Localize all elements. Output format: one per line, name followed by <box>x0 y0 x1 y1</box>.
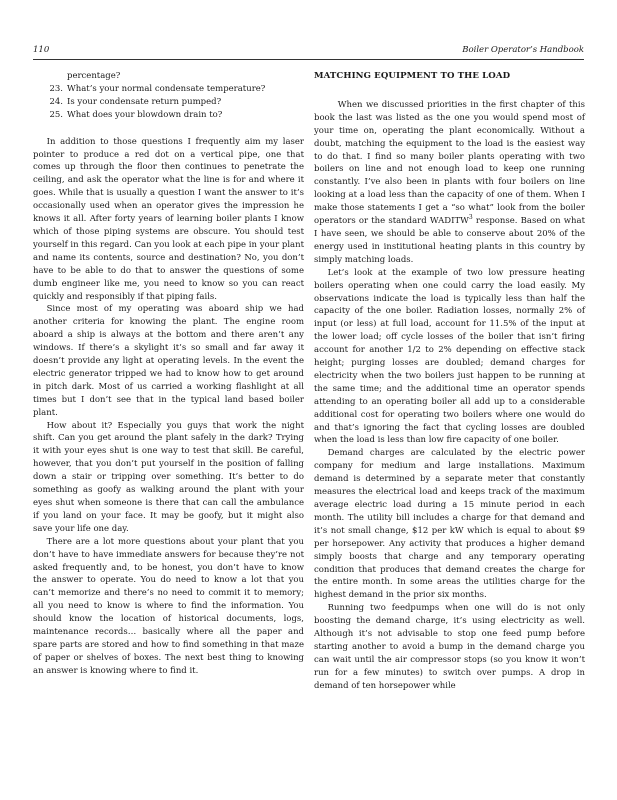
right-column <box>314 70 585 693</box>
running-title: Boiler Operator’s Handbook <box>462 45 584 55</box>
body-paragraph: Let’s look at the example of two low pressure heating boilers operating when one could carry the load easily. My observations indicate the load is typically less than half the capacity of the one boiler. Radiation losses, normally 2% of input (or less) at full load, account for 11.5% of the input at the lower load; off cycle losses of the boiler that isn’t firing account for another 1/2 to 2% depending on effective stack height; purging losses are doubled; demand charges for electricity when the two boilers just happen to be running at the same time; and the additional time an operator spends attending to an operating boiler all add up to a considerable additional cost for operating two boilers where one would do and that’s ignoring the fact that cycling losses are doubled when the load is less than low fire capacity of one boiler. <box>314 267 585 446</box>
list-text: What does your blowdown drain to? <box>67 109 223 120</box>
left-column <box>33 70 304 678</box>
body-paragraph: In addition to those questions I frequently aim my laser pointer to produce a red dot on a vertical pipe, one that comes up through the floor then continues to penetrate the ceiling, and ask the operator what the line is for and where it goes. While that is usually a question I want the answer to it’s occasionally used when an operator gives the impression he knows it all. After forty years of learning boiler plants I know which of those piping systems are obscure. You should test yourself in this regard. Can you look at each pipe in your plant and name its contents, source and destination? No, you don’t have to be able to do that to answer the questions of some dumb engineer like me, you need to know so you can react quickly and responsibly if that piping fails. <box>33 136 304 302</box>
paragraph-text: response. Based on what I have seen, we should be able to conserve about 20% of the energy used in institutional heating plants in this country by simply matching loads. <box>314 216 585 265</box>
list-number: 25. <box>49 109 63 120</box>
body-paragraph: Running two feedpumps when one will do is not only boosting the demand charge, it’s using electricity as well. Although it’s not advisable to stop one feed pump before starting another to avoid a bump in the demand charge you can wait until the air compressor stops (so you know it won’t run for a few minutes) to switch over pumps. A drop in demand of ten horsepower while <box>314 603 585 691</box>
list-item <box>33 70 304 83</box>
body-paragraph: Since most of my operating was aboard ship we had another criteria for knowing the plant. The engine room aboard a ship is always at the bottom and there aren’t any windows. If there’s a skylight it’s so small and far away it doesn’t provide any light at operating levels. In the event the electric generator tripped we had to know how to get around in pitch dark. Most of us carried a working flashlight at all times but I don’t see that in the typical land based boiler plant. <box>33 304 304 418</box>
list-item <box>33 109 304 122</box>
body-paragraph: How about it? Especially you guys that work the night shift. Can you get around the plant safely in the dark? Trying it with your eyes shut is one way to test that skill. Be careful, however, that you don’t put yourself in the position of falling down a stair or tripping over something. It’s better to do something as goofy as walking around the plant with your eyes shut when someone is there that can call the ambulance if you land on your face. It may be goofy, but it might also save your life one day. <box>33 420 304 534</box>
list-item-continuation: percentage? <box>67 71 121 81</box>
paragraph-text: When we discussed priorities in the first chapter of this book the last was listed as the one you would spend most of your time on, operating the plant economically. Without a doubt, matching the equipment to the load is the easiest way to do that. I find so many boiler plants operating with two boilers on line and not enough load to keep one running constantly. I’ve also been in plants with four boilers on line looking at a load less than the capacity of one of them. When I make those statements I get a “so what” look from the boiler operators or the standard WADITW <box>314 99 585 227</box>
list-text: Is your condensate return pumped? <box>67 96 222 107</box>
list-number: 23. <box>49 83 63 94</box>
section-heading: MATCHING EQUIPMENT TO THE LOAD <box>314 71 511 81</box>
page-number: 110 <box>33 45 50 55</box>
list-item <box>33 96 304 109</box>
list-number: 24. <box>49 96 63 107</box>
running-header <box>33 45 584 60</box>
footnote-marker: 3 <box>468 214 473 222</box>
body-paragraph: There are a lot more questions about your plant that you don’t have to have immediate answers for because they’re not asked frequently and, to be honest, you don’t have to know the answer to operate. You do need to know a lot that you can’t memorize and there’s no need to commit it to memory; all you need to know is where to find the information. You should know the location of historical documents, logs, maintenance records… basically where all the paper and spare parts are stored and how to find something in that maze of paper or shelves of boxes. The next best thing to knowing an answer is knowing where to find it. <box>33 536 304 676</box>
body-paragraph: Demand charges are calculated by the electric power company for medium and large installations. Maximum demand is determined by a separate meter that constantly measures the electrical load and keeps track of the maximum average electric load during a 15 minute period in each month. The utility bill includes a charge for that demand and it’s not small change, $12 per kW which is equal to about $9 per horsepower. Any activity that produces a higher demand simply boosts that charge and any temporary operating condition that produces that demand creates the charge for the entire month. In some areas the utilities charge for the highest demand in the prior six months. <box>314 448 585 601</box>
list-item <box>33 83 304 96</box>
question-list <box>33 70 304 122</box>
list-text: What’s your normal condensate temperature? <box>67 83 266 94</box>
body-paragraph <box>314 99 585 267</box>
